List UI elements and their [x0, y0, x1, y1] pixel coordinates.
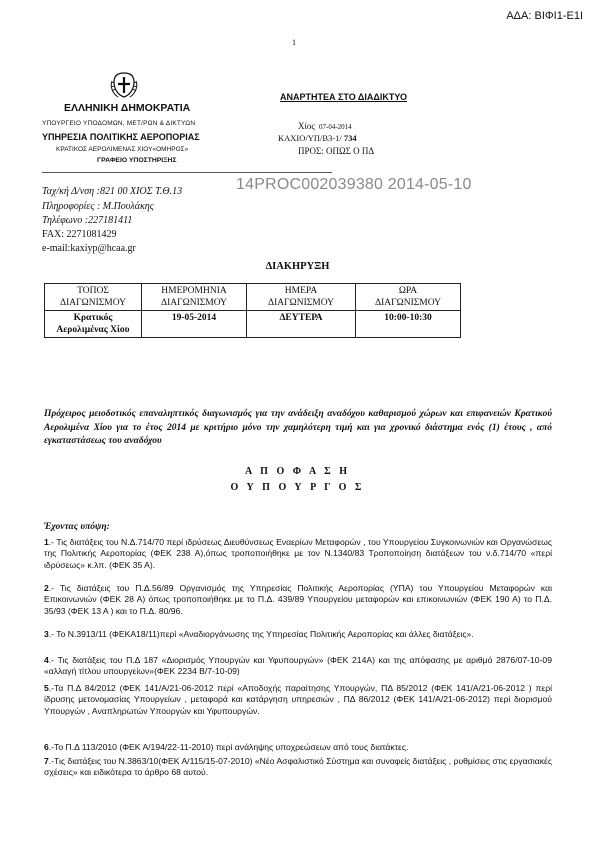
header-date: ΗΜΕΡΟΜΗΝΙΑ ΔΙΑΓΩΝΙΣΜΟΥ	[142, 284, 247, 311]
subject-paragraph: Πρόχειρος μειοδοτικός επαναληπτικός διαγωνισμός για την ανάδειξη αναδόχου καθαρισμού χώρων και επιφανειών Κρατικού Αερολιμένα Χίου για το έτος 2014 με κριτήριο μόνο την χαμηλότερη τιμή και για χρονικό διάστημα ενός (1) έτους , από εγκαταστάσεως του αναδόχου	[44, 409, 552, 446]
registry-stamp: 14PROC002039380 2014-05-10	[236, 176, 472, 193]
table-header-row	[45, 284, 461, 311]
issuer-airport: ΚΡΑΤΙΚΟΣ ΑΕΡΟΛΙΜΕΝΑΣ ΧΙΟΥ«ΟΜΗΡΟΣ»	[56, 146, 189, 153]
publication-note: ΑΝΑΡΤΗΤΕΑ ΣΤΟ ΔΙΑΔΙΚΤΥΟ	[280, 92, 407, 102]
issuer-office: ΓΡΑΦΕΙΟ ΥΠΟΣΤΗΡΙΞΗΣ	[97, 157, 177, 164]
list-item: 4.- Τις διατάξεις του Π.Δ 187 «Διορισμός Υπουργών και Υφυπουργών» (ΦΕΚ 214Α) και της απόφασης με αριθμό 2876/07-10-09 «αλλαγή τίτλου υπουργείων»(ΦΕΚ 2234 Β/7-10-09)	[44, 655, 552, 677]
document-date: 07-04-2014	[319, 123, 352, 131]
cell-time: 10:00-10:30	[356, 311, 461, 338]
contact-fax: FAX: 2271081429	[42, 229, 117, 240]
list-item: 3.- Το Ν.3913/11 (ΦΕΚΑ18/11)περί «Αναδιοργάνωσης της Υπηρεσίας Πολιτικής Αεροπορίας και άλλες διατάξεις».	[44, 629, 474, 639]
reference-id: 734	[343, 133, 357, 143]
list-item: 1.- Τις διατάξεις του Ν.Δ.714/70 περί ιδρύσεως Διευθύνσεως Εναερίων Μεταφορών , του Υπουργείου Συγκοινωνιών και Οργανώσεως της Πολιτικής Αεροπορίας (ΦΕΚ 238 Α),όπως τροποποιήθηκε με τον Ν.1340/83 Τροποποίηση διατάξεων του ν.δ.714/70 «περί ιδρύσεως» κ.λπ. (ΦΕΚ 35 Α).	[44, 537, 552, 570]
recipient: ΠΡΟΣ: ΟΠΩΣ Ο ΠΔ	[298, 146, 375, 156]
date-line	[298, 121, 352, 131]
reference-number	[278, 133, 357, 143]
list-item: 6.-Το Π.Δ 113/2010 (ΦΕΚ Α/194/22-11-2010) περί ανάληψης υποχρεώσεων από τους διατάκτες.	[44, 742, 409, 752]
header-place: ΤΟΠΟΣ ΔΙΑΓΩΝΙΣΜΟΥ	[45, 284, 142, 311]
decision-authority: Ο Υ Π Ο Υ Ρ Γ Ο Σ	[230, 482, 365, 493]
considering-heading: Έχοντας υπόψη:	[44, 522, 110, 532]
cell-date: 19-05-2014	[142, 311, 247, 338]
reference-prefix: ΚΑΧΙΟ/ΥΠ/Β3-1/	[278, 133, 342, 143]
list-item: 2.- Τις διατάξεις του Π.Δ.56/89 Οργανισμός της Υπηρεσίας Πολιτικής Αεροπορίας (ΥΠΑ) του Υπουργείου Μεταφορών και Επικοινωνιών (ΦΕΚ 28 Α) όπως τροποποιήθηκε με το Π.Δ. 439/89 Υπουργείου μεταφορών και επικοινωνιών (ΦΕΚ 190 Α) το Π.Δ. 35/93 (ΦΕΚ 13 Α ) και το Π.Δ. 80/96.	[44, 583, 552, 616]
announcement-title: ΔΙΑΚΗΡΥΞΗ	[265, 261, 330, 272]
ada-code: ΑΔΑ: ΒΙΦΙ1-Ε1Ι	[506, 10, 583, 22]
list-item: 7.-Τις διατάξεις του Ν.3863/10(ΦΕΚ Α/115/15-07-2010) «Νέο Ασφαλιστικό Σύστημα και συναφείς διατάξεις , ρυθμίσεις στις εργασιακές σχέσεις» και ειδικότερα το άρθρο 68 αυτού.	[44, 756, 552, 778]
contact-email: e-mail:kaxiyp@hcaa.gr	[42, 243, 136, 254]
issuer-service: ΥΠΗΡΕΣΙΑ ΠΟΛΙΤΙΚΗΣ ΑΕΡΟΠΟΡΙΑΣ	[42, 132, 200, 142]
list-item: 5.-Τα Π.Δ 84/2012 (ΦΕΚ 141/Α/21-06-2012 περί «Αποδοχής παραίτησης Υπουργών, ΠΔ 85/2012 (ΦΕΚ 141/Α/21-06-2012 ) περί ίδρυσης μετονομασίας Υπουργείων , μεταφορά και κατάργηση υπηρεσιών , ΠΔ 86/2012 (ΦΕΚ 141/Α/21-06-2012) περί διορισμού Υπουργών , Αναπληρωτών Υπουργών και Υφυπουργών.	[44, 683, 552, 716]
header-time: ΩΡΑ ΔΙΑΓΩΝΙΣΜΟΥ	[356, 284, 461, 311]
place: Χίος	[298, 121, 315, 131]
divider	[42, 172, 332, 173]
contact-address: Ταχ/κή Δ/νση :821 00 ΧΙΟΣ Τ.Θ.13	[42, 186, 183, 197]
contact-phone: Τηλέφωνο :227181411	[42, 215, 133, 226]
decision-title: Α Π Ο Φ Α Σ Η	[245, 466, 350, 477]
page-number: 1	[292, 38, 296, 47]
table-row	[45, 311, 461, 338]
coat-of-arms-icon	[108, 70, 140, 100]
header-day: ΗΜΕΡΑ ΔΙΑΓΩΝΙΣΜΟΥ	[247, 284, 356, 311]
issuer-ministry: ΥΠΟΥΡΓΕΙΟ ΥΠΟΔΟΜΩΝ, ΜΕΤ/ΡΩΝ & ΔΙΚΤΥΩΝ	[42, 120, 196, 127]
cell-place: Κρατικός Αερολιμένας Χίου	[45, 311, 142, 338]
schedule-table	[44, 283, 461, 338]
cell-day: ΔΕΥΤΕΡΑ	[247, 311, 356, 338]
contact-info: Πληροφορίες : Μ.Πουλάκης	[42, 201, 154, 212]
issuer-state: ΕΛΛΗΝΙΚΗ ΔΗΜΟΚΡΑΤΙΑ	[64, 102, 191, 114]
